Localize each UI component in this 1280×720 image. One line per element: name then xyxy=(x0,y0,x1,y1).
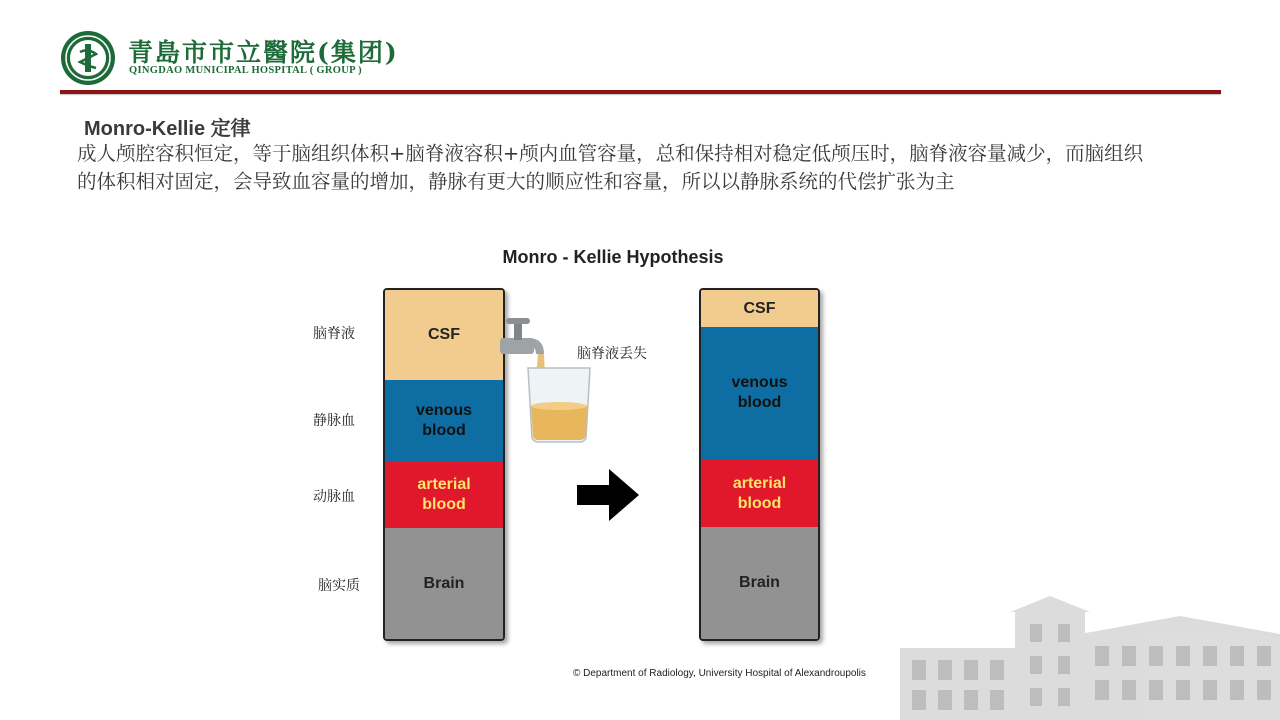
side-label-csf: 脑脊液 xyxy=(313,326,355,342)
figure-title: Monro - Kellie Hypothesis xyxy=(502,247,724,267)
after-brain-segment xyxy=(701,527,818,639)
before-csf-segment xyxy=(385,290,503,380)
side-label-arterial: 动脉血 xyxy=(313,489,355,505)
before-arterial-label-1: arterial xyxy=(417,476,471,493)
side-label-brain: 脑实质 xyxy=(318,578,360,594)
before-brain-segment xyxy=(385,528,503,639)
hospital-name-en: QINGDAO MUNICIPAL HOSPITAL ( GROUP ) xyxy=(129,65,362,76)
after-venous-segment xyxy=(701,327,818,460)
column-before xyxy=(383,288,505,641)
before-arterial-label-2: blood xyxy=(422,496,466,513)
csf-loss-label: 脑脊液丢失 xyxy=(577,346,647,362)
beaker-icon xyxy=(528,368,590,442)
before-arterial-segment xyxy=(385,462,503,528)
before-brain-label: Brain xyxy=(423,574,465,592)
hospital-logo-emblem xyxy=(60,30,116,86)
after-venous-label-2: blood xyxy=(737,394,782,411)
after-venous-label-1: venous xyxy=(731,374,788,391)
before-venous-label-1: venous xyxy=(415,402,472,419)
before-venous-segment xyxy=(385,380,503,462)
before-venous-label-2: blood xyxy=(422,422,466,439)
faucet-icon xyxy=(500,318,544,354)
after-arterial-label-2: blood xyxy=(737,494,782,512)
arrow-right-icon xyxy=(575,465,641,525)
column-after xyxy=(699,288,820,641)
after-arterial-segment xyxy=(701,460,818,527)
hospital-name-cn: 青島市市立醫院(集团) xyxy=(128,38,399,67)
figure-credit: © Department of Radiology, University Hospital of Alexandroupolis xyxy=(573,668,866,679)
after-csf-label: CSF xyxy=(743,299,776,317)
section-title: Monro-Kellie 定律 xyxy=(84,118,251,140)
faucet-beaker-illustration xyxy=(498,310,610,450)
after-arterial-label-1: arterial xyxy=(732,474,787,492)
after-brain-label: Brain xyxy=(739,574,780,591)
side-label-venous: 静脉血 xyxy=(313,413,355,429)
after-csf-segment xyxy=(701,290,818,327)
hospital-building-watermark xyxy=(900,590,1280,720)
section-body: 成人颅腔容积恒定，等于脑组织体积+脑脊液容积+颅内血管容量，总和保持相对稳定低颅压时，脑脊液容量减少，而脑组织的体积相对固定，会导致血容量的增加，静脉有更大的顺应性和容量，所以以静脉系统的代偿扩张为主 xyxy=(77,142,1144,193)
header-divider xyxy=(60,90,1221,94)
before-csf-label: CSF xyxy=(428,326,460,343)
